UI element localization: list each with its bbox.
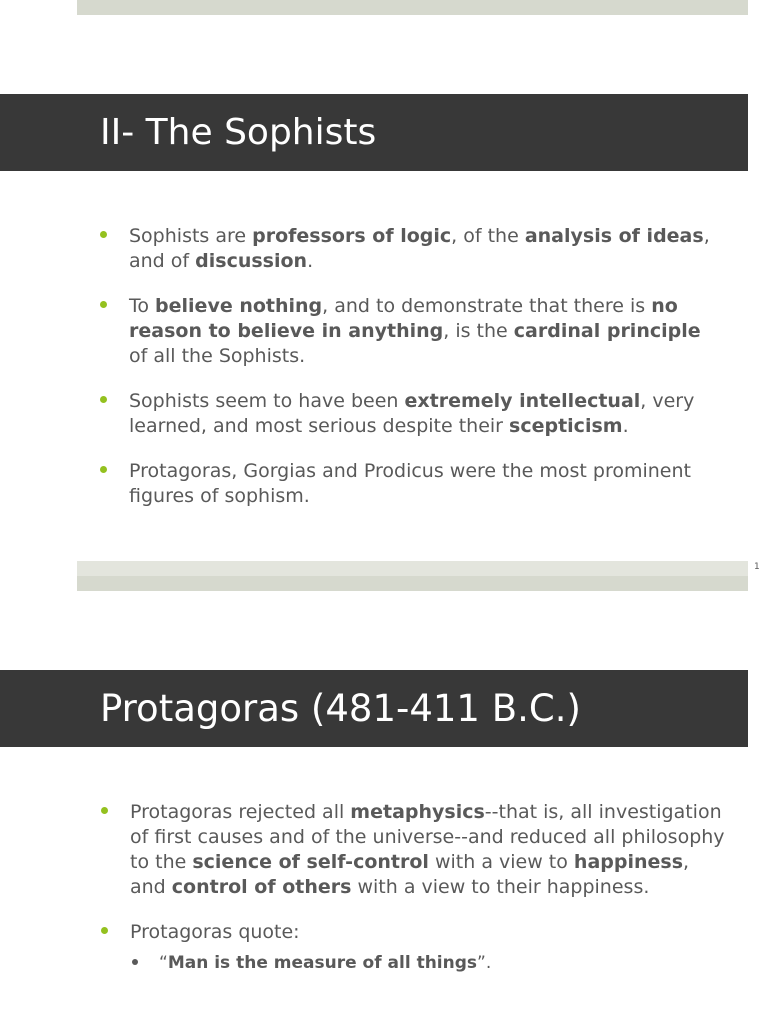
emphasis-text: analysis of ideas <box>524 225 704 247</box>
sub-bullet-list <box>130 951 730 975</box>
emphasis-text: Man is the measure of all things <box>167 953 478 973</box>
bullet-list <box>130 800 730 995</box>
emphasis-text: professors of logic <box>252 225 452 247</box>
body-text: Protagoras quote: <box>130 921 300 943</box>
bullet-item <box>129 389 719 439</box>
body-text: , is the <box>443 320 514 342</box>
bullet-item <box>130 800 730 900</box>
body-text: , of the <box>451 225 525 247</box>
bullet-list <box>129 224 719 529</box>
body-text: . <box>622 415 629 437</box>
body-text: , and <box>130 851 690 898</box>
body-text: of all the Sophists. <box>129 345 306 367</box>
emphasis-text: science of self-control <box>192 851 429 873</box>
slide-title-bar <box>0 670 748 747</box>
emphasis-text: discussion <box>195 250 308 272</box>
bullet-item <box>129 224 719 274</box>
emphasis-text: cardinal principle <box>513 320 701 342</box>
emphasis-text: no reason to believe in anything <box>129 295 678 342</box>
body-text: , and to demonstrate that there is <box>322 295 652 317</box>
body-text: “ <box>159 953 168 973</box>
bullet-item-text <box>130 921 300 943</box>
emphasis-text: scepticism <box>509 415 623 437</box>
slide-title-bar <box>0 94 748 171</box>
body-text: ”. <box>477 953 492 973</box>
bullet-item <box>130 920 730 975</box>
emphasis-text: metaphysics <box>350 801 485 823</box>
emphasis-text: believe nothing <box>155 295 323 317</box>
body-text: with a view to <box>428 851 574 873</box>
emphasis-text: happiness <box>573 851 684 873</box>
body-text: , very learned, and most serious despite their <box>129 390 695 437</box>
body-text: Sophists seem to have been <box>129 390 405 412</box>
body-text: To <box>129 295 156 317</box>
page-number: 1 <box>754 562 760 572</box>
slide-bottom-band <box>77 561 748 577</box>
slide-top-band <box>77 576 748 591</box>
slide-protagoras <box>0 576 768 1024</box>
body-text: with a view to their happiness. <box>351 876 650 898</box>
body-text: Sophists are <box>129 225 253 247</box>
bullet-item <box>129 294 719 369</box>
bullet-item <box>129 459 719 509</box>
body-text: Protagoras, Gorgias and Prodicus were the most prominent figures of sophism. <box>129 460 691 507</box>
body-text: --that is, all investigation of first causes and of the universe--and reduced all philosophy to the <box>130 801 725 873</box>
slide-title: II- The Sophists <box>100 112 377 153</box>
slide-top-band <box>77 0 748 15</box>
body-text: Protagoras rejected all <box>130 801 351 823</box>
body-text: . <box>307 250 314 272</box>
sub-bullet-item <box>159 951 759 975</box>
emphasis-text: control of others <box>171 876 352 898</box>
emphasis-text: extremely intellectual <box>404 390 641 412</box>
slide-title: Protagoras (481-411 B.C.) <box>100 687 581 730</box>
body-text: , and of <box>129 225 710 272</box>
